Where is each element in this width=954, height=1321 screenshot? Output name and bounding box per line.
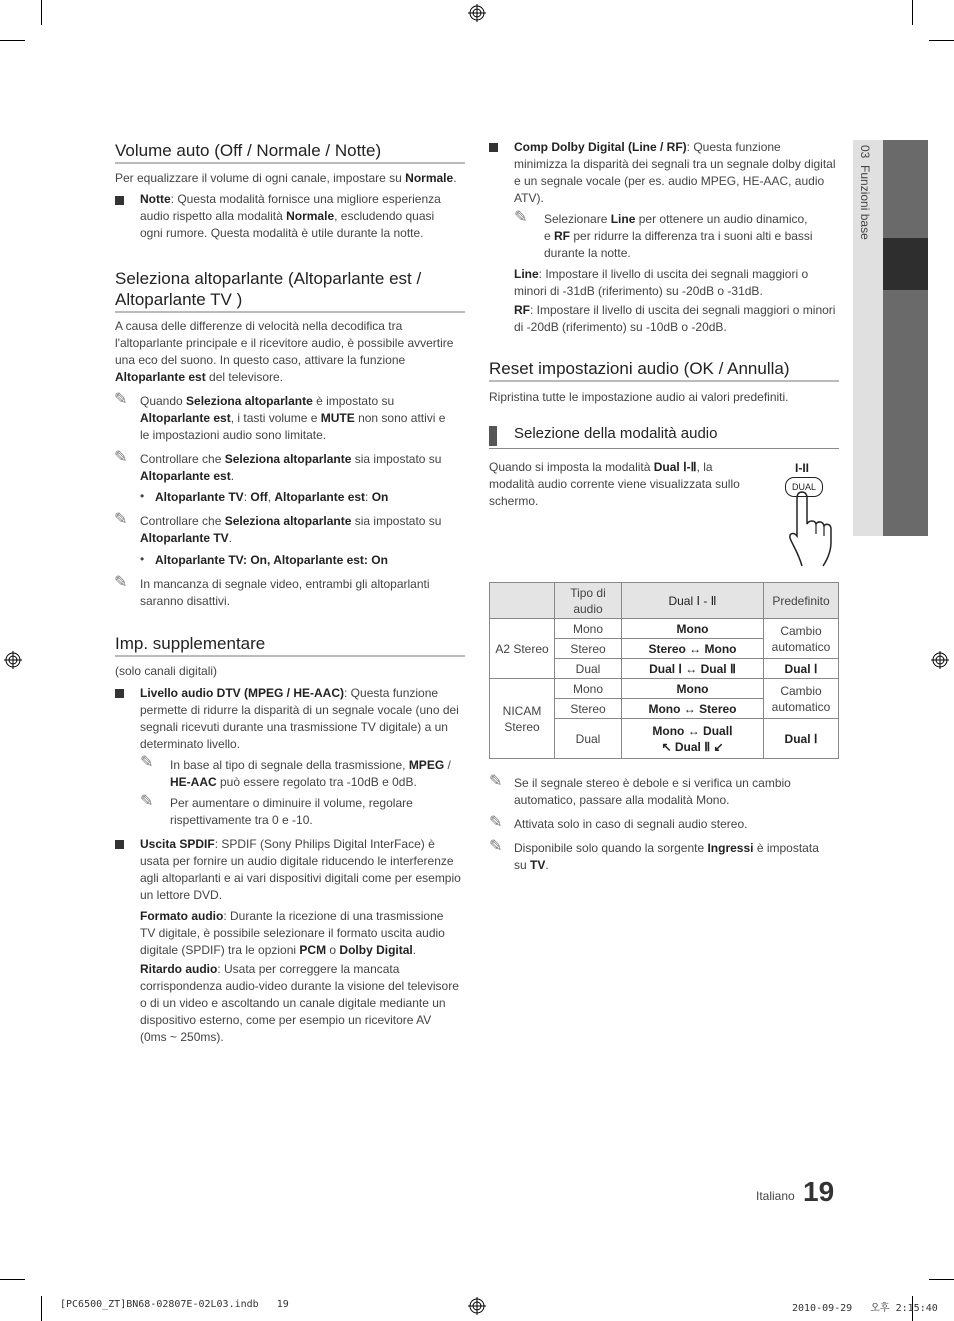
note-pencil-icon: ✎	[114, 389, 128, 408]
section-rule	[115, 311, 465, 313]
note: Attivata solo in caso di segnali audio stereo.	[514, 817, 748, 831]
crop-mark	[929, 1279, 954, 1280]
table-group-cell: NICAM Stereo	[490, 679, 555, 759]
chapter-number: 03	[858, 145, 872, 159]
subtitle: (solo canali digitali)	[115, 664, 218, 678]
table-cell: Cambio automatico	[764, 619, 839, 659]
footer-timestamp: 2010-09-29 오후 2:15:40	[792, 1303, 938, 1314]
chapter-label: Funzioni base	[858, 165, 872, 240]
table-cell: Stereo	[555, 639, 622, 659]
paragraph: Ripristina tutte le impostazione audio ai valori predefiniti.	[489, 390, 789, 404]
rf-paragraph: RF: Impostare il livello di uscita dei segnali maggiori o minori di -20dB (riferimento) su -10dB o -20dB.	[514, 303, 836, 334]
note-pencil-icon: ✎	[114, 447, 128, 466]
section-title-reset: Reset impostazioni audio (OK / Annulla)	[489, 359, 790, 378]
footer-file: [PC6500_ZT]BN68-02807E-02L03.indb 19	[60, 1299, 289, 1310]
side-tab-highlight	[883, 238, 928, 290]
subsection-title: Selezione della modalità audio	[514, 425, 718, 442]
registration-mark-icon	[468, 1297, 486, 1315]
note: Per aumentare o diminuire il volume, regolare rispettivamente tra 0 e -10.	[170, 796, 413, 827]
audio-format-paragraph: Formato audio: Durante la ricezione di una trasmissione TV digitale, è possibile selezionare il formato uscita audio digitale (SPDIF) tra le opzioni PCM o Dolby Digital.	[140, 909, 445, 957]
table-cell: Stereo	[555, 699, 622, 719]
bullet-notte: Notte: Questa modalità fornisce una migliore esperienza audio rispetto alla modalità Normale, escludendo quasi ogni rumore. Questa modalità è utile durante la notte.	[140, 192, 441, 240]
dot-bullet-icon: •	[140, 489, 145, 503]
dot-bullet-icon: •	[140, 552, 145, 566]
registration-mark-icon	[4, 651, 22, 669]
note: In mancanza di segnale video, entrambi gli altoparlanti saranno disattivi.	[140, 577, 430, 608]
note-pencil-icon: ✎	[140, 791, 154, 810]
bullet-dtv-level: Livello audio DTV (MPEG / HE-AAC): Questa funzione permette di ridurre la disparità di un segnale vocale (uno dei segnali ricevuti durante una trasmissione TV digitale) a un determinato livello.	[140, 686, 459, 751]
table-cell: Dual Ⅰ	[764, 719, 839, 759]
table-header-cell	[490, 583, 555, 619]
note: Controllare che Seleziona altoparlante sia impostato su Altoparlante TV.	[140, 514, 442, 545]
table-cell: Dual Ⅰ	[764, 659, 839, 679]
crop-mark	[41, 0, 42, 25]
remote-label: I-II	[795, 461, 809, 475]
section-rule	[489, 448, 839, 449]
table-cell: Mono	[555, 679, 622, 699]
note: Selezionare Line per ottenere un audio dinamico, e RF per ridurre la differenza tra i suoni alti e bassi durante la notte.	[544, 212, 813, 260]
section-title-speaker: Seleziona altoparlante (Altoparlante est / Altoparlante TV )	[115, 269, 422, 309]
section-rule	[115, 655, 465, 657]
audio-delay-paragraph: Ritardo audio: Usata per correggere la mancata corrispondenza audio-video durante la visione del televisore o di un video e ascoltando un canale digitale mediante un dispositivo esterno, come per esempio un ricevitore AV (0ms ~ 250ms).	[140, 962, 459, 1044]
table-cell: Dual	[555, 719, 622, 759]
footer-language: Italiano	[756, 1189, 795, 1203]
crop-mark	[0, 40, 25, 41]
crop-mark	[929, 40, 954, 41]
page-number: 19	[803, 1176, 835, 1207]
table-header-cell: Dual Ⅰ - Ⅱ	[622, 583, 764, 619]
bullet-comp-dolby: Comp Dolby Digital (Line / RF): Questa funzione minimizza la disparità dei segnali tra un segnale dolby digital e un segnale vocale (per es. audio MPEG, HE-AAC, audio ATV).	[514, 140, 836, 205]
hand-pointing-icon	[788, 490, 842, 568]
audio-mode-table	[489, 582, 839, 759]
note-pencil-icon: ✎	[114, 509, 128, 528]
subsection-marker	[489, 426, 497, 446]
note: Quando Seleziona altoparlante è impostato su Altoparlante est, i tasti volume e MUTE non sono attivi e le impostazioni audio sono limitate.	[140, 394, 446, 442]
table-cell: Dual Ⅰ ↔ Dual Ⅱ	[622, 659, 764, 679]
note-pencil-icon: ✎	[489, 812, 503, 831]
note-pencil-icon: ✎	[489, 771, 503, 790]
section-rule	[115, 162, 465, 164]
side-tab-label	[848, 145, 888, 275]
note-pencil-icon: ✎	[489, 836, 503, 855]
registration-mark-icon	[931, 651, 949, 669]
table-cell: Dual	[555, 659, 622, 679]
sub-bullet: Altoparlante TV: On, Altoparlante est: On	[155, 553, 388, 567]
crop-mark	[912, 0, 913, 25]
square-bullet-icon	[115, 196, 124, 205]
section-rule	[489, 380, 839, 382]
crop-mark	[41, 1296, 42, 1321]
paragraph: Quando si imposta la modalità Dual Ⅰ-Ⅱ, la modalità audio corrente viene visualizzata sullo schermo.	[489, 460, 740, 508]
paragraph: A causa delle differenze di velocità nella decodifica tra l'altoparlante principale e il ricevitore audio, è possibile avvertire una eco del suono. In questo caso, attivare la funzione Altoparlante est del televisore.	[115, 319, 454, 384]
crop-mark	[0, 1279, 25, 1280]
square-bullet-icon	[489, 143, 498, 152]
table-cell: Stereo ↔ Mono	[622, 639, 764, 659]
section-title-imp: Imp. supplementare	[115, 634, 266, 653]
square-bullet-icon	[115, 840, 124, 849]
registration-mark-icon	[468, 4, 486, 22]
bullet-spdif: Uscita SPDIF: SPDIF (Sony Philips Digital InterFace) è usata per fornire un audio digitale riducendo le interferenze agli altoparlanti e ai vari dispositivi digitali come per esempio un lettore DVD.	[140, 837, 461, 902]
square-bullet-icon	[115, 689, 124, 698]
table-cell: Mono	[622, 619, 764, 639]
note: Disponibile solo quando la sorgente Ingressi è impostata su TV.	[514, 841, 819, 872]
table-cell: Mono	[555, 619, 622, 639]
table-group-cell: A2 Stereo	[490, 619, 555, 679]
dual-button: DUAL	[785, 477, 823, 497]
note-pencil-icon: ✎	[514, 207, 528, 226]
sub-bullet: Altoparlante TV: Off, Altoparlante est: On	[155, 490, 389, 504]
note-pencil-icon: ✎	[114, 572, 128, 591]
table-header-cell: Tipo di audio	[555, 583, 622, 619]
table-cell: Mono ↔ Stereo	[622, 699, 764, 719]
note: Controllare che Seleziona altoparlante sia impostato su Altoparlante est.	[140, 452, 442, 483]
table-cell: Mono ↔ DualⅠ ↖ Dual Ⅱ ↙	[622, 719, 764, 759]
table-cell: Mono	[622, 679, 764, 699]
note-pencil-icon: ✎	[140, 752, 154, 771]
note: Se il segnale stereo è debole e si verifica un cambio automatico, passare alla modalità Mono.	[514, 776, 791, 807]
table-header-cell: Predefinito	[764, 583, 839, 619]
side-tab-dark	[883, 140, 928, 536]
section-title-volume-auto: Volume auto (Off / Normale / Notte)	[115, 141, 382, 160]
note: In base al tipo di segnale della trasmissione, MPEG / HE-AAC può essere regolato tra -10dB e 0dB.	[170, 758, 451, 789]
line-paragraph: Line: Impostare il livello di uscita dei segnali maggiori o minori di -31dB (riferimento) su -20dB o -31dB.	[514, 267, 809, 298]
table-cell: Cambio automatico	[764, 679, 839, 719]
paragraph: Per equalizzare il volume di ogni canale, impostare su Normale.	[115, 171, 457, 185]
